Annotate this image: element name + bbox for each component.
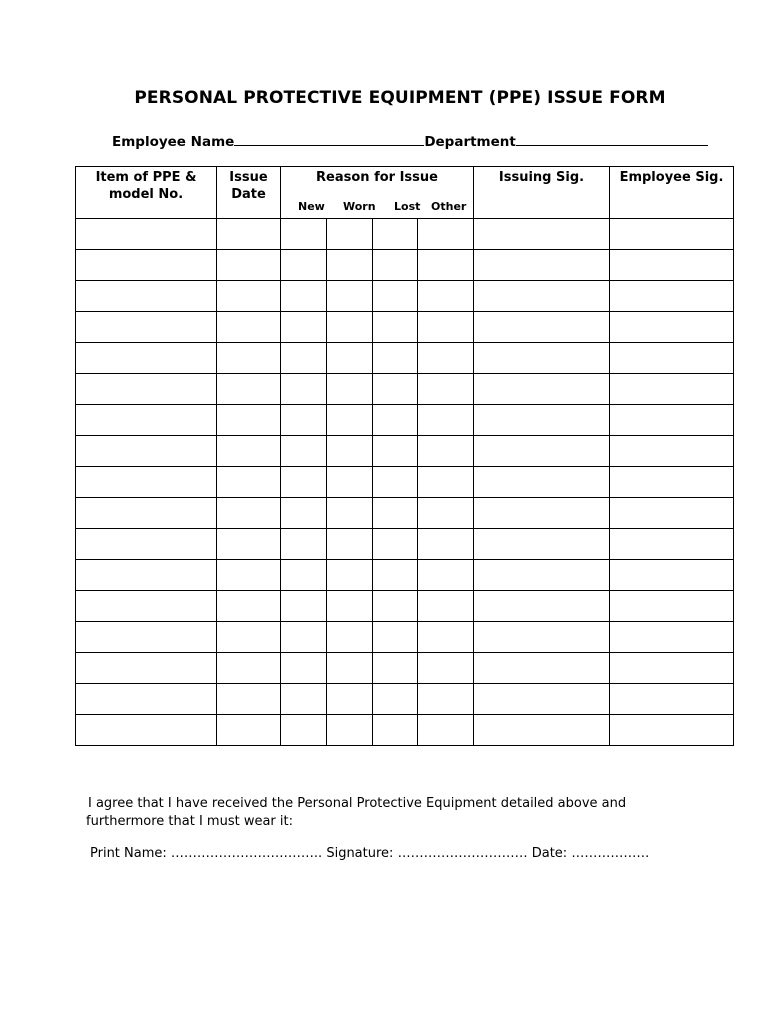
cell-issue-date[interactable] xyxy=(217,467,281,498)
cell-employee-sig[interactable] xyxy=(610,467,734,498)
header-item xyxy=(76,167,217,219)
cell-new[interactable] xyxy=(281,281,327,312)
cell-item[interactable] xyxy=(76,281,217,312)
cell-lost[interactable] xyxy=(373,529,418,560)
cell-worn[interactable] xyxy=(327,653,373,684)
cell-lost[interactable] xyxy=(373,281,418,312)
cell-new[interactable] xyxy=(281,622,327,653)
cell-employee-sig[interactable] xyxy=(610,374,734,405)
cell-worn[interactable] xyxy=(327,343,373,374)
cell-employee-sig[interactable] xyxy=(610,312,734,343)
cell-issue-date[interactable] xyxy=(217,436,281,467)
cell-issuing-sig[interactable] xyxy=(474,312,610,343)
cell-item[interactable] xyxy=(76,653,217,684)
cell-lost[interactable] xyxy=(373,436,418,467)
cell-issuing-sig[interactable] xyxy=(474,467,610,498)
employee-name-label: Employee Name xyxy=(112,134,235,150)
header-item-line1: Item of PPE & xyxy=(95,170,197,185)
header-reason-worn: Worn xyxy=(343,200,376,213)
cell-other[interactable] xyxy=(418,250,474,281)
cell-other[interactable] xyxy=(418,622,474,653)
table-row xyxy=(76,281,734,312)
cell-item[interactable] xyxy=(76,312,217,343)
cell-new[interactable] xyxy=(281,529,327,560)
header-item-line2: model No. xyxy=(108,187,184,202)
cell-other[interactable] xyxy=(418,405,474,436)
cell-other[interactable] xyxy=(418,467,474,498)
department-label: Department xyxy=(424,134,516,150)
cell-employee-sig[interactable] xyxy=(610,343,734,374)
ppe-issue-table xyxy=(75,166,734,746)
cell-new[interactable] xyxy=(281,560,327,591)
cell-worn[interactable] xyxy=(327,281,373,312)
cell-new[interactable] xyxy=(281,653,327,684)
cell-item[interactable] xyxy=(76,498,217,529)
employee-name-field[interactable] xyxy=(234,132,424,146)
cell-lost[interactable] xyxy=(373,405,418,436)
cell-employee-sig[interactable] xyxy=(610,498,734,529)
cell-other[interactable] xyxy=(418,312,474,343)
form-title: PERSONAL PROTECTIVE EQUIPMENT (PPE) ISSUE FORM xyxy=(134,88,666,108)
cell-employee-sig[interactable] xyxy=(610,591,734,622)
cell-other[interactable] xyxy=(418,591,474,622)
cell-employee-sig[interactable] xyxy=(610,529,734,560)
cell-issuing-sig[interactable] xyxy=(474,684,610,715)
cell-other[interactable] xyxy=(418,343,474,374)
cell-new[interactable] xyxy=(281,343,327,374)
cell-issue-date[interactable] xyxy=(217,591,281,622)
cell-issue-date[interactable] xyxy=(217,529,281,560)
header-reason-other: Other xyxy=(431,200,467,213)
cell-lost[interactable] xyxy=(373,219,418,250)
cell-new[interactable] xyxy=(281,405,327,436)
cell-item[interactable] xyxy=(76,405,217,436)
table-row xyxy=(76,684,734,715)
table-row xyxy=(76,653,734,684)
cell-new[interactable] xyxy=(281,591,327,622)
cell-other[interactable] xyxy=(418,715,474,746)
cell-employee-sig[interactable] xyxy=(610,653,734,684)
table-row xyxy=(76,405,734,436)
header-issue-date-line1: Issue xyxy=(229,170,268,185)
cell-other[interactable] xyxy=(418,560,474,591)
cell-issuing-sig[interactable] xyxy=(474,281,610,312)
cell-issuing-sig[interactable] xyxy=(474,715,610,746)
signature-line xyxy=(90,846,649,861)
cell-other[interactable] xyxy=(418,498,474,529)
cell-issue-date[interactable] xyxy=(217,312,281,343)
cell-other[interactable] xyxy=(418,529,474,560)
cell-worn[interactable] xyxy=(327,405,373,436)
table-row xyxy=(76,591,734,622)
cell-issuing-sig[interactable] xyxy=(474,591,610,622)
header-employee-sig: Employee Sig. xyxy=(610,167,734,219)
table-row xyxy=(76,467,734,498)
cell-new[interactable] xyxy=(281,312,327,343)
cell-employee-sig[interactable] xyxy=(610,281,734,312)
cell-new[interactable] xyxy=(281,250,327,281)
cell-item[interactable] xyxy=(76,622,217,653)
cell-item[interactable] xyxy=(76,467,217,498)
cell-lost[interactable] xyxy=(373,622,418,653)
cell-other[interactable] xyxy=(418,684,474,715)
cell-item[interactable] xyxy=(76,560,217,591)
print-name-label: Print Name: xyxy=(90,846,167,861)
header-issue-date xyxy=(217,167,281,219)
cell-lost[interactable] xyxy=(373,684,418,715)
cell-item[interactable] xyxy=(76,684,217,715)
print-name-field[interactable]: …………………………….. xyxy=(170,846,323,861)
cell-employee-sig[interactable] xyxy=(610,436,734,467)
table-row xyxy=(76,498,734,529)
cell-lost[interactable] xyxy=(373,591,418,622)
cell-issue-date[interactable] xyxy=(217,715,281,746)
cell-issue-date[interactable] xyxy=(217,560,281,591)
cell-lost[interactable] xyxy=(373,374,418,405)
cell-item[interactable] xyxy=(76,529,217,560)
cell-issue-date[interactable] xyxy=(217,374,281,405)
cell-issuing-sig[interactable] xyxy=(474,374,610,405)
cell-worn[interactable] xyxy=(327,374,373,405)
cell-worn[interactable] xyxy=(327,436,373,467)
table-row xyxy=(76,622,734,653)
table-row xyxy=(76,250,734,281)
cell-issuing-sig[interactable] xyxy=(474,529,610,560)
cell-new[interactable] xyxy=(281,498,327,529)
cell-worn[interactable] xyxy=(327,219,373,250)
cell-new[interactable] xyxy=(281,374,327,405)
cell-employee-sig[interactable] xyxy=(610,622,734,653)
cell-issuing-sig[interactable] xyxy=(474,436,610,467)
cell-other[interactable] xyxy=(418,653,474,684)
cell-lost[interactable] xyxy=(373,250,418,281)
cell-issue-date[interactable] xyxy=(217,405,281,436)
cell-new[interactable] xyxy=(281,715,327,746)
cell-lost[interactable] xyxy=(373,653,418,684)
cell-issue-date[interactable] xyxy=(217,219,281,250)
cell-worn[interactable] xyxy=(327,591,373,622)
cell-worn[interactable] xyxy=(327,498,373,529)
department-field[interactable] xyxy=(516,132,708,146)
cell-other[interactable] xyxy=(418,281,474,312)
cell-lost[interactable] xyxy=(373,343,418,374)
cell-item[interactable] xyxy=(76,715,217,746)
cell-lost[interactable] xyxy=(373,715,418,746)
cell-other[interactable] xyxy=(418,436,474,467)
agreement-line2: furthermore that I must wear it: xyxy=(86,814,293,829)
cell-employee-sig[interactable] xyxy=(610,405,734,436)
table-row xyxy=(76,219,734,250)
cell-worn[interactable] xyxy=(327,250,373,281)
table-row xyxy=(76,529,734,560)
cell-employee-sig[interactable] xyxy=(610,250,734,281)
cell-worn[interactable] xyxy=(327,560,373,591)
cell-employee-sig[interactable] xyxy=(610,219,734,250)
cell-new[interactable] xyxy=(281,219,327,250)
date-label: Date: xyxy=(531,846,568,861)
cell-item[interactable] xyxy=(76,219,217,250)
header-reason xyxy=(281,167,474,219)
signature-label: Signature: xyxy=(326,846,394,861)
cell-issue-date[interactable] xyxy=(217,281,281,312)
cell-item[interactable] xyxy=(76,591,217,622)
employee-department-line xyxy=(112,132,708,150)
date-field[interactable]: ……………… xyxy=(571,846,650,861)
header-reason-lost: Lost xyxy=(394,200,421,213)
cell-new[interactable] xyxy=(281,684,327,715)
cell-item[interactable] xyxy=(76,250,217,281)
header-issue-date-line2: Date xyxy=(231,187,266,202)
agreement-line1: I agree that I have received the Personal Protective Equipment detailed above and xyxy=(88,796,627,811)
header-issuing-sig: Issuing Sig. xyxy=(474,167,610,219)
signature-field[interactable]: ………………………… xyxy=(397,846,528,861)
cell-other[interactable] xyxy=(418,219,474,250)
table-row xyxy=(76,374,734,405)
header-reason-title: Reason for Issue xyxy=(316,170,438,185)
cell-worn[interactable] xyxy=(327,622,373,653)
cell-item[interactable] xyxy=(76,374,217,405)
cell-lost[interactable] xyxy=(373,312,418,343)
agreement-statement xyxy=(88,795,708,831)
cell-other[interactable] xyxy=(418,374,474,405)
cell-worn[interactable] xyxy=(327,467,373,498)
cell-issuing-sig[interactable] xyxy=(474,343,610,374)
cell-issue-date[interactable] xyxy=(217,684,281,715)
cell-new[interactable] xyxy=(281,436,327,467)
cell-issue-date[interactable] xyxy=(217,498,281,529)
table-row xyxy=(76,715,734,746)
cell-issue-date[interactable] xyxy=(217,343,281,374)
cell-issuing-sig[interactable] xyxy=(474,250,610,281)
cell-issuing-sig[interactable] xyxy=(474,405,610,436)
cell-employee-sig[interactable] xyxy=(610,684,734,715)
cell-issuing-sig[interactable] xyxy=(474,622,610,653)
cell-item[interactable] xyxy=(76,436,217,467)
cell-employee-sig[interactable] xyxy=(610,715,734,746)
cell-lost[interactable] xyxy=(373,560,418,591)
cell-lost[interactable] xyxy=(373,498,418,529)
header-reason-new: New xyxy=(298,200,325,213)
cell-lost[interactable] xyxy=(373,467,418,498)
cell-worn[interactable] xyxy=(327,715,373,746)
cell-issuing-sig[interactable] xyxy=(474,498,610,529)
cell-issue-date[interactable] xyxy=(217,250,281,281)
cell-issuing-sig[interactable] xyxy=(474,653,610,684)
cell-employee-sig[interactable] xyxy=(610,560,734,591)
cell-worn[interactable] xyxy=(327,312,373,343)
cell-worn[interactable] xyxy=(327,529,373,560)
cell-new[interactable] xyxy=(281,467,327,498)
table-row xyxy=(76,560,734,591)
cell-issue-date[interactable] xyxy=(217,653,281,684)
cell-issuing-sig[interactable] xyxy=(474,219,610,250)
table-row xyxy=(76,343,734,374)
table-row xyxy=(76,312,734,343)
table-header-row xyxy=(76,167,734,219)
table-row xyxy=(76,436,734,467)
cell-issuing-sig[interactable] xyxy=(474,560,610,591)
cell-worn[interactable] xyxy=(327,684,373,715)
cell-item[interactable] xyxy=(76,343,217,374)
cell-issue-date[interactable] xyxy=(217,622,281,653)
